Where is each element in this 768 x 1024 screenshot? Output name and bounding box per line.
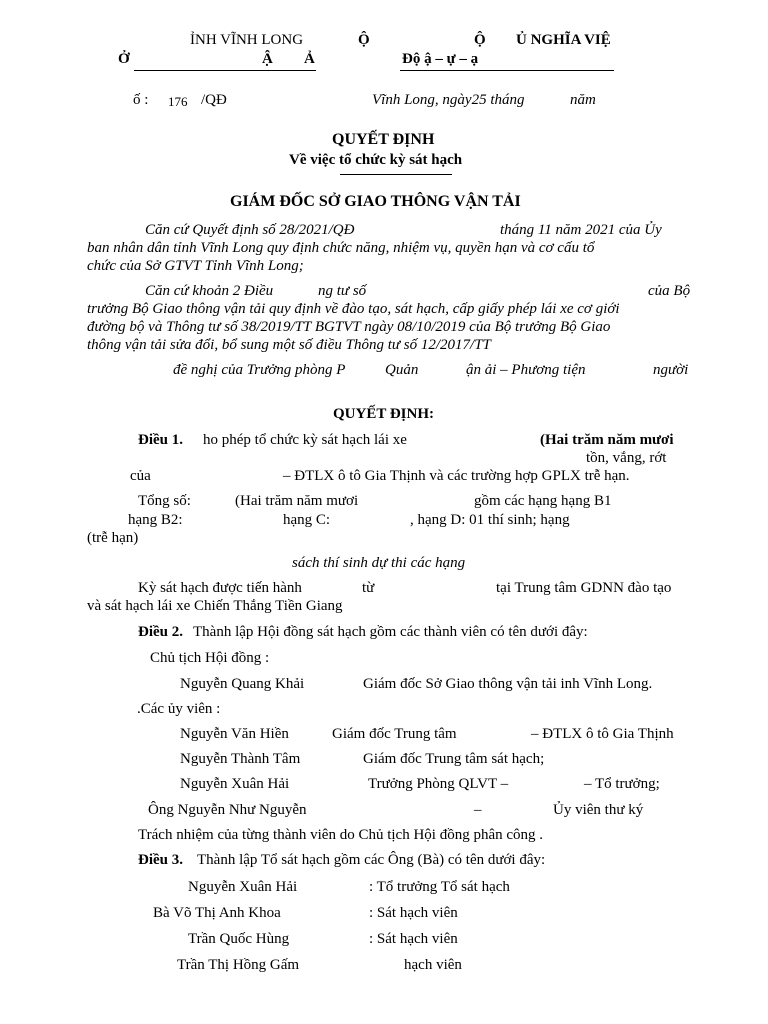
member-role: Giám đốc Trung tâm sát hạch; bbox=[363, 751, 545, 767]
article-1-label: Điều 1. bbox=[138, 432, 183, 448]
examiner-name: Trần Quốc Hùng bbox=[188, 931, 290, 947]
year-label: năm bbox=[570, 92, 596, 108]
responsibility-note: Trách nhiệm của từng thành viên do Chủ tịch Hội đồng phân công . bbox=[138, 827, 544, 843]
basis-3-a: đề nghị của Trưởng phòng P bbox=[173, 362, 346, 378]
basis-2-line-1c: của Bộ bbox=[648, 283, 691, 299]
article-1-total-c: gồm các hạng hạng B1 bbox=[474, 493, 612, 509]
page-subtitle: Về việc tổ chức kỳ sát hạch bbox=[289, 152, 463, 168]
basis-2-line-1a: Căn cứ khoản 2 Điều bbox=[145, 283, 274, 299]
article-1-line-2: tồn, vắng, rớt bbox=[586, 450, 667, 466]
header-nation-1: Ộ bbox=[358, 32, 370, 48]
article-1-row3: (trễ hạn) bbox=[87, 530, 139, 546]
article-1-line-3b: – ĐTLX ô tô Gia Thịnh và các trường hợp GPLX trễ hạn. bbox=[283, 468, 630, 484]
article-1-venue-b: từ bbox=[362, 580, 375, 596]
chair-role: Giám đốc Sở Giao thông vận tải inh Vĩnh Long. bbox=[363, 676, 653, 692]
article-1-line-1b: (Hai trăm năm mươi bbox=[540, 432, 674, 448]
member-name: Nguyễn Văn Hiền bbox=[180, 726, 289, 742]
basis-2-line-1b: ng tư số bbox=[318, 283, 367, 299]
basis-2-line-3: đường bộ và Thông tư số 38/2019/TT BGTVT ngày 08/10/2019 của Bộ trưởng Bộ Giao bbox=[87, 319, 611, 335]
decision-heading: QUYẾT ĐỊNH: bbox=[333, 406, 434, 422]
article-3-text: Thành lập Tổ sát hạch gồm các Ông (Bà) có tên dưới đây: bbox=[197, 852, 546, 868]
article-1-row2-c: , hạng D: 01 thí sinh; hạng bbox=[410, 512, 570, 528]
header-dept-3: Ả bbox=[304, 51, 315, 67]
header-dept-2: Ậ bbox=[262, 51, 273, 67]
header-underline-right bbox=[400, 70, 614, 71]
examiner-role: : Sát hạch viên bbox=[369, 931, 458, 947]
examiner-name: Trần Thị Hồng Gấm bbox=[177, 957, 300, 973]
article-1-venue-a: Kỳ sát hạch được tiến hành bbox=[138, 580, 302, 596]
doc-number: 176 bbox=[168, 94, 188, 109]
examiner-role: : Tổ trưởng Tổ sát hạch bbox=[369, 879, 510, 895]
doc-number-suffix: /QĐ bbox=[201, 92, 227, 108]
issuer-heading: GIÁM ĐỐC SỞ GIAO THÔNG VẬN TẢI bbox=[230, 193, 521, 210]
basis-2-line-2: trưởng Bộ Giao thông vận tải quy định về đào tạo, sát hạch, cấp giấy phép lái xe cơ giới bbox=[87, 301, 620, 317]
article-1-total-a: Tổng số: bbox=[138, 493, 191, 509]
article-3-label: Điều 3. bbox=[138, 852, 183, 868]
article-2-label: Điều 2. bbox=[138, 624, 183, 640]
article-1-venue-c: tại Trung tâm GDNN đào tạo bbox=[496, 580, 672, 596]
basis-3-c: ận ải – Phương tiện bbox=[466, 362, 586, 378]
header-underline-left bbox=[134, 70, 316, 71]
member-role: Giám đốc Trung tâm bbox=[332, 726, 457, 742]
article-1-total-b: (Hai trăm năm mươi bbox=[235, 493, 359, 509]
basis-3-b: Quản bbox=[385, 362, 419, 378]
member-role-suffix: – Tổ trưởng; bbox=[584, 776, 660, 792]
basis-3-d: người bbox=[653, 362, 689, 378]
member-role-suffix: Ủy viên thư ký bbox=[553, 802, 644, 818]
examiner-name: Nguyễn Xuân Hải bbox=[188, 879, 298, 895]
examiner-name: Bà Võ Thị Anh Khoa bbox=[153, 905, 281, 921]
member-role: Trưởng Phòng QLVT – bbox=[368, 776, 509, 792]
basis-1-line-2: ban nhân dân tỉnh Vĩnh Long quy định chức năng, nhiệm vụ, quyền hạn và cơ cấu tổ bbox=[87, 240, 595, 256]
article-2-text: Thành lập Hội đồng sát hạch gồm các thành viên có tên dưới đây: bbox=[193, 624, 588, 640]
header-dept-1: Ở bbox=[118, 51, 130, 67]
header-motto: Độ ậ – ự – ạ bbox=[402, 51, 479, 67]
header-nation-3: Ủ NGHĨA VIỆ bbox=[516, 32, 611, 48]
basis-1-line-3: chức của Sở GTVT Tỉnh Vĩnh Long; bbox=[87, 258, 304, 274]
examiner-role: hạch viên bbox=[404, 957, 462, 973]
member-role-suffix: – ĐTLX ô tô Gia Thịnh bbox=[531, 726, 674, 742]
article-1-line-3a: của bbox=[130, 468, 151, 484]
member-name: Nguyễn Xuân Hải bbox=[180, 776, 290, 792]
header-agency: ỈNH VĨNH LONG bbox=[190, 32, 304, 48]
members-label: .Các ủy viên : bbox=[137, 701, 221, 717]
subtitle-underline bbox=[340, 174, 452, 175]
basis-2-line-4: thông vận tải sửa đổi, bổ sung một số điều Thông tư số 12/2017/TT bbox=[87, 337, 491, 353]
header-nation-2: Ộ bbox=[474, 32, 486, 48]
basis-1-line-1a: Căn cứ Quyết định số 28/2021/QĐ bbox=[145, 222, 355, 238]
member-name: Ông Nguyễn Như Nguyễn bbox=[148, 802, 307, 818]
chair-label: Chủ tịch Hội đồng : bbox=[150, 650, 270, 666]
doc-number-prefix: ố : bbox=[133, 92, 149, 108]
article-1-row2-a: hạng B2: bbox=[128, 512, 183, 528]
place-date: Vĩnh Long, ngày25 tháng bbox=[372, 92, 525, 108]
member-name: Nguyễn Thành Tâm bbox=[180, 751, 301, 767]
article-1-row2-b: hạng C: bbox=[283, 512, 331, 528]
article-1-list-note: sách thí sinh dự thi các hạng bbox=[292, 555, 466, 571]
page-title: QUYẾT ĐỊNH bbox=[332, 131, 435, 148]
chair-name: Nguyễn Quang Khải bbox=[180, 676, 305, 692]
member-role: – bbox=[474, 802, 482, 818]
examiner-role: : Sát hạch viên bbox=[369, 905, 458, 921]
article-1-venue-line-2: và sát hạch lái xe Chiến Thắng Tiền Giang bbox=[87, 598, 343, 614]
article-1-line-1a: ho phép tổ chức kỳ sát hạch lái xe bbox=[203, 432, 407, 448]
basis-1-line-1b: tháng 11 năm 2021 của Ủy bbox=[500, 222, 662, 238]
